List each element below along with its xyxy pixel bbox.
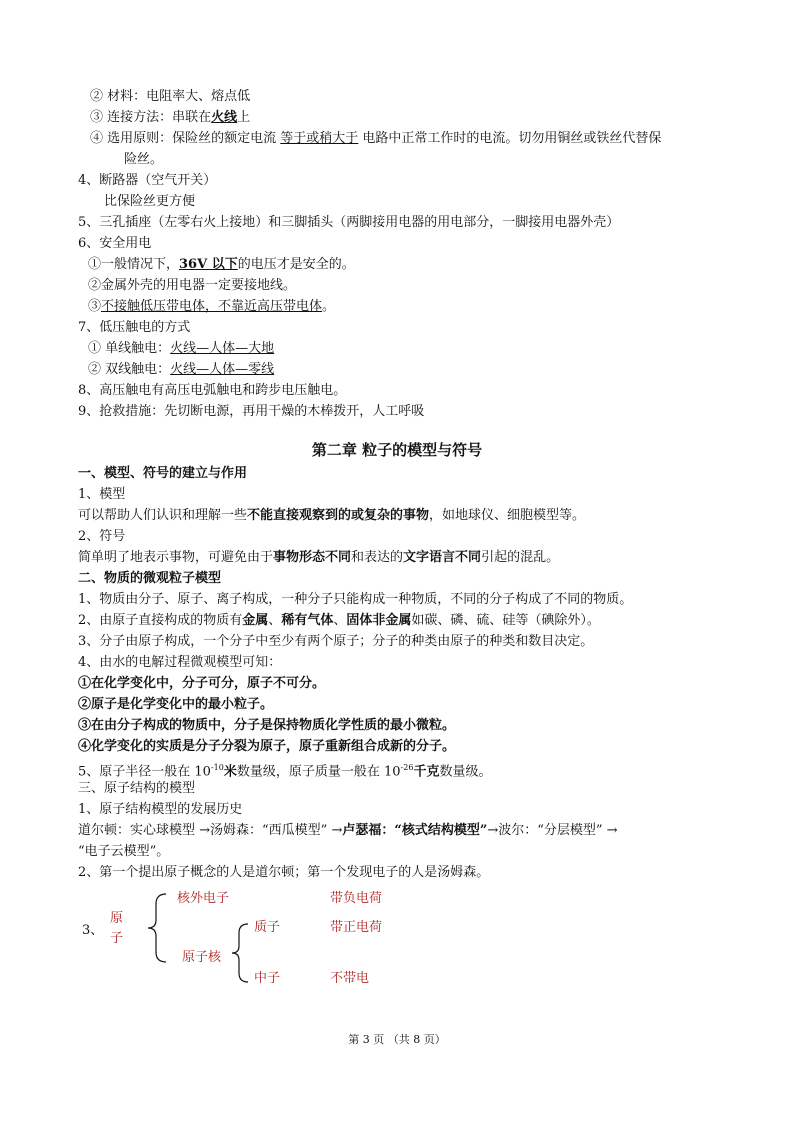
symbol-desc: 简单明了地表示事物，可避免由于事物形态不同和表达的文字语言不同引起的混乱。	[78, 550, 560, 565]
history-heading: 1、原子结构模型的发展历史	[78, 802, 243, 817]
breaker-heading: 4、断路器（空气开关）	[78, 173, 217, 188]
conclusion-4: ④化学变化的实质是分子分裂为原子，原子重新组合成新的分子。	[78, 739, 456, 754]
safety-contact: ③不接触低压带电体，不靠近高压带电体。	[88, 299, 336, 314]
section-2-heading: 二、物质的微观粒子模型	[78, 571, 222, 586]
safety-voltage: ①一般情况下，36V 以下的电压才是安全的。	[88, 257, 355, 272]
section-3-heading: 三、原子结构的模型	[78, 781, 196, 796]
nucleus-label: 原子核	[182, 950, 222, 965]
safety-ground: ②金属外壳的用电器一定要接地线。	[88, 278, 297, 293]
diagram-number: 3、	[82, 923, 104, 938]
atom-size-line: 5、原子半径一般在 $10^{-10}$米数量级，原子质量一般在 $10^{-26}$千克数量级。	[78, 763, 492, 780]
electron-charge: 带负电荷	[330, 891, 383, 906]
breaker-note: 比保险丝更方便	[104, 194, 196, 209]
particle-line-4: 4、由水的电解过程微观模型可知：	[78, 655, 282, 670]
fuse-connection: ③ 连接方法：串联在火线上	[90, 110, 251, 125]
nucleus-brace	[228, 922, 250, 984]
safety-heading: 6、安全用电	[78, 236, 152, 251]
symbol-heading: 2、符号	[78, 529, 126, 544]
proton-label: 质子	[254, 920, 281, 935]
fuse-selection-cont: 险丝。	[124, 152, 164, 167]
model-desc: 可以帮助人们认识和理解一些不能直接观察到的或复杂的事物，如地球仪、细胞模型等。	[78, 508, 586, 523]
conclusion-3: ③在由分子构成的物质中，分子是保持物质化学性质的最小微粒。	[78, 718, 456, 733]
atom-label-1: 原	[110, 911, 124, 926]
rescue-line: 9、抢救措施：先切断电源，再用干燥的木棒拨开，人工呼吸	[78, 404, 425, 419]
conclusion-1: ①在化学变化中，分子可分，原子不可分。	[78, 676, 326, 691]
conclusion-2: ②原子是化学变化中的最小粒子。	[78, 697, 274, 712]
particle-line-1: 1、物质由分子、原子、离子构成，一种分子只能构成一种物质，不同的分子构成了不同的物质。	[78, 592, 633, 607]
atom-label-2: 子	[110, 931, 124, 946]
shock-double: ② 双线触电：火线—人体—零线	[88, 362, 275, 377]
model-heading: 1、模型	[78, 487, 126, 502]
fuse-selection: ④ 选用原则：保险丝的额定电流 等于或稍大于 电路中正常工作时的电流。切勿用铜丝或铁丝代替保	[90, 131, 662, 146]
socket-line: 5、三孔插座（左零右火上接地）和三脚插头（两脚接用电器的用电部分，一脚接用电器外壳）	[78, 215, 620, 230]
chapter-title: 第二章 粒子的模型与符号	[311, 441, 483, 459]
proton-charge: 带正电荷	[330, 920, 383, 935]
fuse-material: ② 材料：电阻率大、熔点低	[90, 89, 251, 104]
section-1-heading: 一、模型、符号的建立与作用	[78, 466, 248, 481]
history-line-cont: “电子云模型”。	[78, 844, 170, 859]
neutron-charge: 不带电	[330, 971, 370, 986]
high-voltage-line: 8、高压触电有高压电弧触电和跨步电压触电。	[78, 383, 347, 398]
page-footer: 第 3 页 （共 8 页）	[348, 1033, 446, 1046]
discoverers-line: 2、第一个提出原子概念的人是道尔顿；第一个发现电子的人是汤姆森。	[78, 865, 490, 880]
neutron-label: 中子	[254, 971, 281, 986]
particle-line-3: 3、分子由原子构成，一个分子中至少有两个原子；分子的种类由原子的种类和数目决定。	[78, 634, 594, 649]
history-line: 道尔顿：实心球模型 →汤姆森：“西瓜模型” →卢瑟福：“核式结构模型”→波尔：“分层模型” →	[78, 823, 618, 838]
atom-brace	[144, 892, 168, 964]
electron-label: 核外电子	[177, 891, 230, 906]
particle-line-2: 2、由原子直接构成的物质有金属、稀有气体、固体非金属如碳、磷、硫、硅等（碘除外）。	[78, 613, 600, 628]
shock-single: ① 单线触电：火线—人体—大地	[88, 341, 275, 356]
shock-heading: 7、低压触电的方式	[78, 320, 191, 335]
